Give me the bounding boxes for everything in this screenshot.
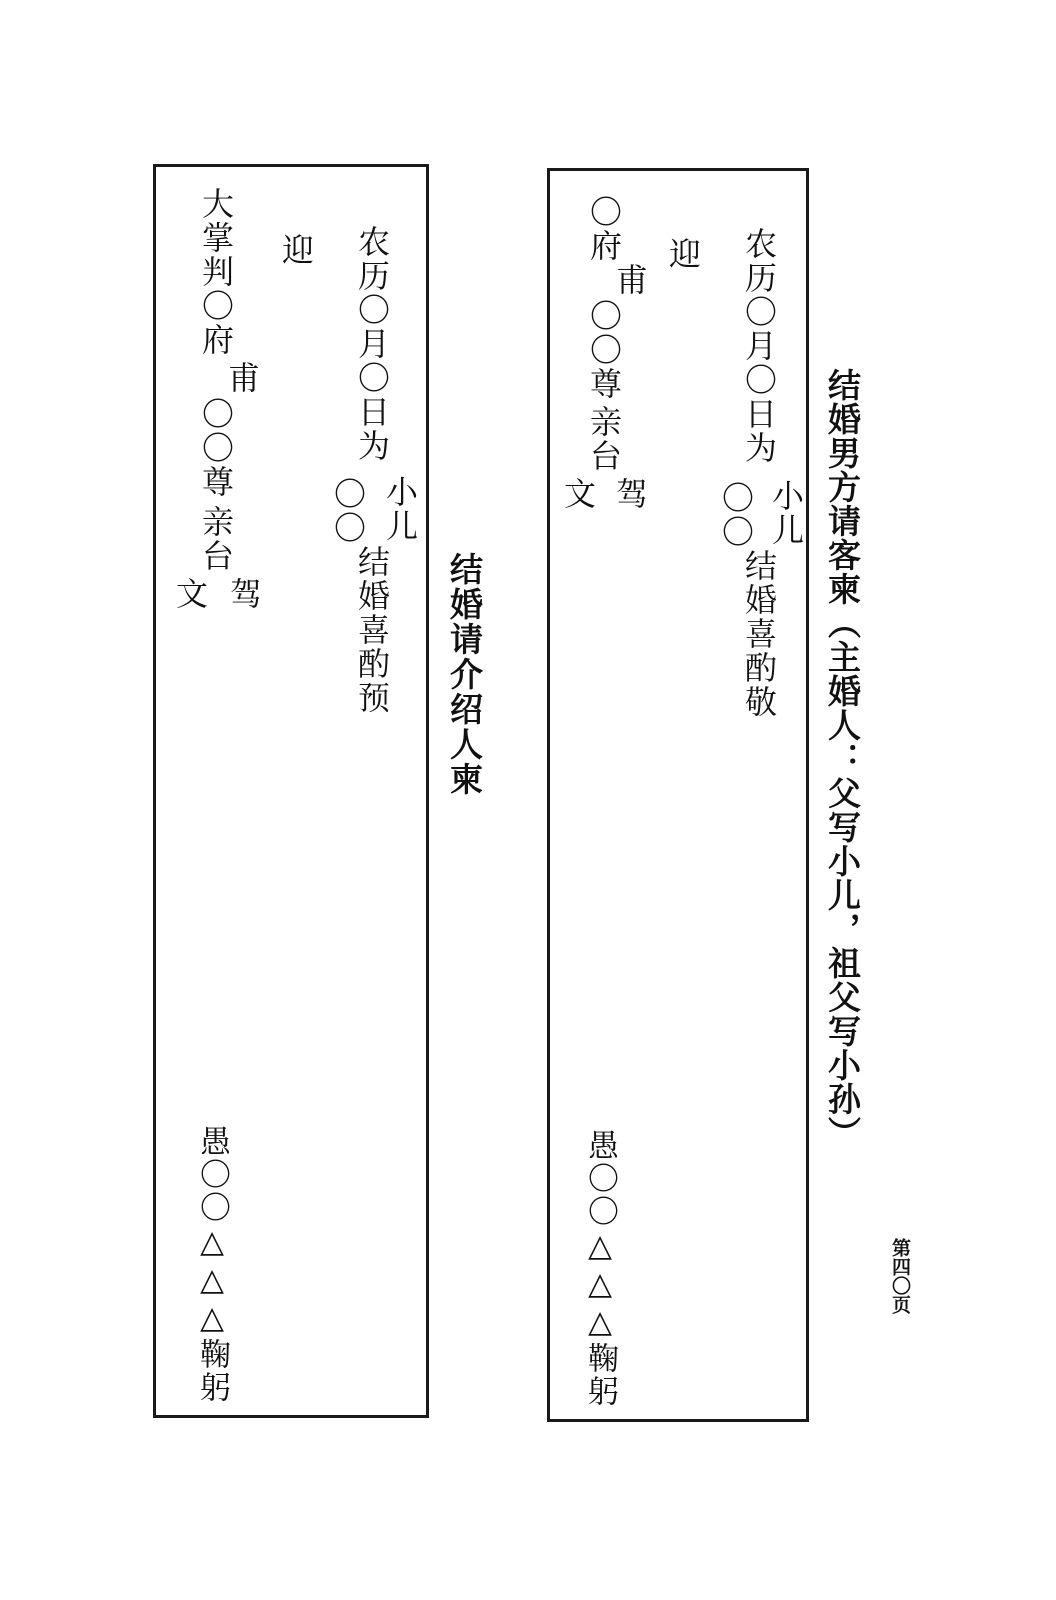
- left-section-title: 结婚请介绍人柬: [445, 552, 484, 797]
- left-invitation-card: [153, 164, 429, 1418]
- right-house-suffix: 甫: [611, 263, 649, 297]
- right-house-prefix: 〇府: [585, 195, 623, 263]
- right-invitation-card: [547, 168, 809, 1422]
- right-honor-char-a: 文: [559, 477, 597, 511]
- right-name-placeholder-a: 〇: [717, 481, 755, 515]
- left-welcome: 迎: [277, 233, 315, 267]
- right-honor-char-b: 驾: [611, 477, 649, 511]
- page-number: 第四〇页: [889, 1238, 911, 1314]
- left-event-line: 结婚喜酌预: [353, 545, 391, 715]
- right-guest-line-2: 亲台: [585, 405, 623, 473]
- left-house-prefix: 大掌判〇府: [197, 187, 235, 357]
- right-child-char-b: 儿: [767, 513, 805, 547]
- left-name-placeholder-b: 〇: [329, 511, 367, 545]
- left-guest-line-1: 〇〇尊: [197, 397, 235, 499]
- right-child-char-a: 小: [767, 479, 805, 513]
- right-section-title: 结婚男方请客柬（主婚人：父写小儿，祖父写小孙）: [823, 368, 862, 1150]
- left-child-char-a: 小: [381, 475, 419, 509]
- right-name-placeholder-b: 〇: [717, 515, 755, 549]
- left-honor-char-b: 驾: [225, 577, 263, 611]
- left-guest-line-2: 亲台: [197, 505, 235, 573]
- left-date-line: 农历〇月〇日为: [353, 225, 391, 463]
- right-signature: 愚〇〇△△△鞠躬: [582, 1129, 618, 1408]
- left-name-placeholder-a: 〇: [329, 477, 367, 511]
- right-date-line: 农历〇月〇日为: [740, 227, 778, 465]
- left-honor-char-a: 文: [171, 577, 209, 611]
- right-guest-line-1: 〇〇尊: [585, 299, 623, 401]
- right-event-line: 结婚喜酌敬: [740, 549, 778, 719]
- left-house-suffix: 甫: [223, 361, 261, 395]
- right-welcome: 迎: [664, 237, 702, 271]
- left-child-char-b: 儿: [381, 509, 419, 543]
- left-signature: 愚〇〇△△△鞠躬: [194, 1125, 230, 1404]
